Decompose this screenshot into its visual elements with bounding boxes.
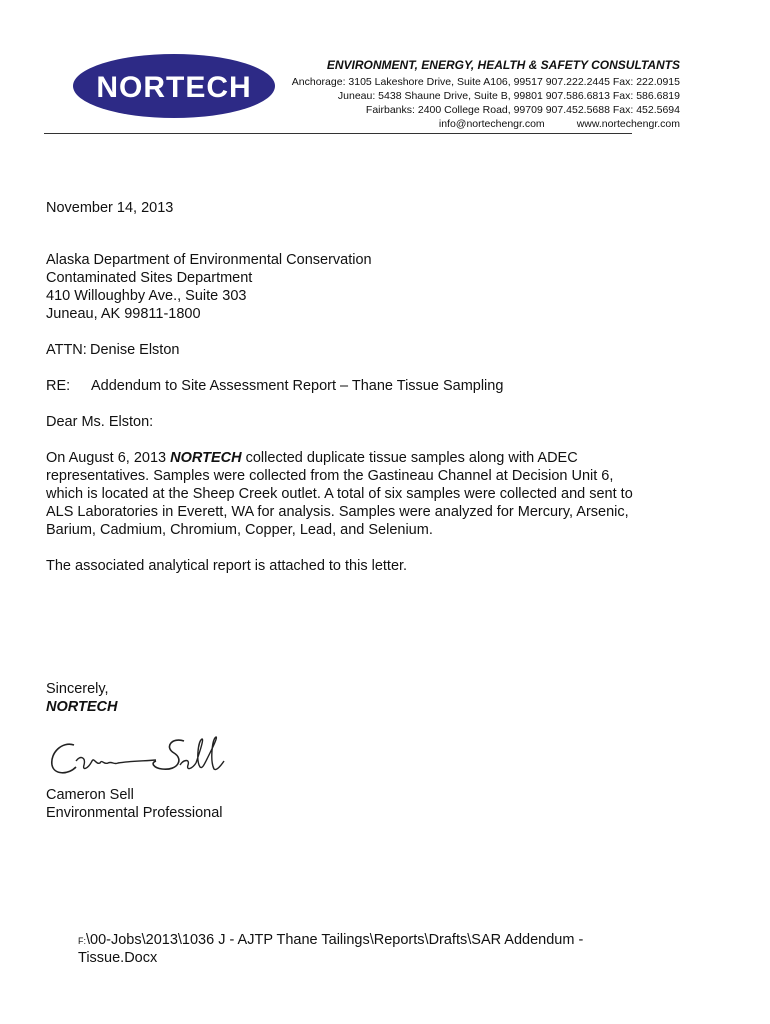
recipient-line-3: 410 Willoughby Ave., Suite 303 (46, 288, 247, 304)
attn-label: ATTN: (46, 342, 87, 358)
re-line (46, 377, 503, 395)
file-path-line-2: Tissue.Docx (78, 950, 158, 966)
re-subject: Addendum to Site Assessment Report – Thane Tissue Sampling (91, 378, 504, 394)
signer-name: Cameron Sell (46, 787, 134, 803)
signer-title: Environmental Professional (46, 805, 223, 821)
recipient-line-1: Alaska Department of Environmental Conservation (46, 252, 372, 268)
attn-name: Denise Elston (90, 342, 180, 358)
attn-line (46, 341, 179, 359)
letter-date: November 14, 2013 (46, 200, 174, 216)
address-fairbanks: Fairbanks: 2400 College Road, 99709 907.452.5688 Fax: 452.5694 (365, 104, 680, 116)
recipient-line-4: Juneau, AK 99811-1800 (46, 306, 201, 322)
body-paragraph-2: The associated analytical report is attached to this letter. (46, 558, 408, 574)
re-label: RE: (46, 378, 71, 394)
drive-letter: F: (78, 936, 86, 946)
address-anchorage: Anchorage: 3105 Lakeshore Drive, Suite A106, 99517 907.222.2445 Fax: 222.0915 (291, 76, 680, 88)
company-name-inline: NORTECH (170, 450, 242, 466)
closing-company: NORTECH (46, 699, 118, 715)
salutation: Dear Ms. Elston: (46, 414, 154, 430)
recipient-line-2: Contaminated Sites Department (46, 270, 253, 286)
body-line-2: representatives. Samples were collected from the Gastineau Channel at Decision Unit 6, (46, 468, 614, 484)
nortech-logo (72, 53, 276, 119)
email-link[interactable]: info@nortechengr.com (438, 118, 545, 130)
closing: Sincerely, (46, 681, 109, 697)
body-line-1: On August 6, 2013 NORTECH collected duplicate tissue samples along with ADEC (46, 450, 578, 466)
body-line-4: ALS Laboratories in Everett, WA for analysis. Samples were analyzed for Mercury, Arsenic, (46, 504, 629, 520)
contact-line (439, 118, 680, 130)
tagline: ENVIRONMENT, ENERGY, HEALTH & SAFETY CONSULTANTS (326, 58, 680, 72)
header-divider (44, 133, 632, 134)
website-link[interactable]: www.nortechengr.com (576, 118, 680, 130)
logo-text: NORTECH (96, 71, 252, 104)
address-juneau: Juneau: 5438 Shaune Drive, Suite B, 99801 907.586.6813 Fax: 586.6819 (337, 90, 680, 102)
body-line-5: Barium, Cadmium, Chromium, Copper, Lead, and Selenium. (46, 522, 433, 538)
body-line-3: which is located at the Sheep Creek outlet. A total of six samples were collected and sent to (46, 486, 633, 502)
file-path-line-1: F:\00-Jobs\2013\1036 J - AJTP Thane Tailings\Reports\Drafts\SAR Addendum - (78, 932, 584, 948)
handwritten-signature (44, 731, 234, 781)
